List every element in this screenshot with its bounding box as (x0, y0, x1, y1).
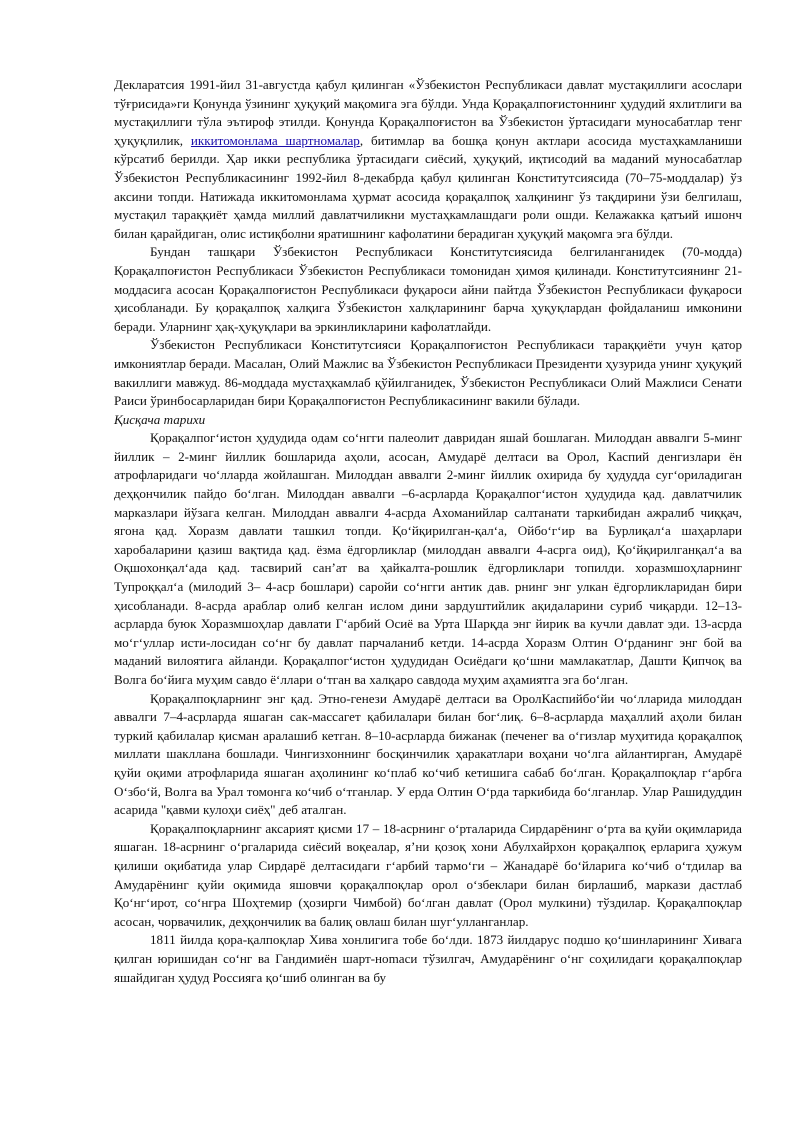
paragraph-opportunities: Ўзбекистон Республикаси Конститутсияси Қорақалпоғистон Республикаси тараққиёти учун қатор имкониятлар беради. Масалан, Олий Мажлис ва Ўзбекистон Республикаси Президенти ҳузурида унинг ҳуқуқий вакиллиги мавжуд. 86-моддада мустаҳкамлаб қўйилганидек, Ўзбекистон Республикаси Олий Мажлиси Сенати Раиси ўринбосарларидан бири Қорақалпоғистон Республикасининг вакили бўлади. (114, 337, 742, 409)
document-body (114, 76, 742, 987)
paragraph-1811: 1811 йилда қора-қалпоқлар Хива хонлигига тобе боʻлди. 1873 йилдарус подшо қоʻшинларининг Хивага қилган юришидан соʻнг ва Гандимиён шарт-нomaси тўзилгач, Амударёнинг оʻнг соҳилидаги қорақалпоқлар яшайдиган ҳудуд Россияга қоʻшиб олинган ва бу (114, 932, 742, 985)
paragraph-17-18-century: Қорақалпоқларнинг аксарият қисми 17 – 18-асрнинг оʻрталарида Сирдарёнинг оʻрта ва қуйи оқимларида яшаган. 18-асрнинг оʻргаларида сиёсий воқеалар, яʼни қозоқ хони Абулхайрхон қорақалпоқ ерларига ҳужум қилиши оқибатида улар Сирдарё делтасидаги гʻарбий тармоʻги – Жанадарё боʻйларига коʻчиб оʻтдилар ва Амударёнинг қуйи оқимида яшовчи қорақалпоқлар орол оʻзбеклари билан бирлашиб, маркази дастлаб Қоʻнгʻирот, соʻнгра Шоҳтемир (ҳозирги Чимбой) боʻлган давлат (Орол мулкини) тўздилар. Қорақалпоқлар асосан, чорвачилик, деҳқончилик ва балиқ овлаш билан шугʻулланганлар. (114, 820, 742, 929)
paragraph-ancient-history: Қорақалпогʻистон ҳудудида одам соʻнгги палеолит давридан яшай бошлаган. Милоддан аввалги 5-минг йиллик – 2-минг йиллик бошларида аҳоли, асосан, Амударё делтаси ва Орол, Каспий денгизлари ён атрофларидаги чоʻлларда жойлашган. Милоддан аввалги 2-минг йиллик охирида бу ҳудудда сугʻориладиган деҳқончилик пайдо боʻлган. Милоддан аввалги –6-асрларда Қорақалпогʻистон ҳудудида қад. давлатчилик марказлари йўзага келган. Милоддан аввалги 4-асрда Ахоманийлар салтанати таркибидан ажралиб чиққач, ягона қад. Хоразм давлати ташкил топди. Қоʻйқирилган-қалʻа, Ойбоʻгʻир ва Бурлиқалʻа шаҳарлари харобаларини қазиш вақтида қад. ёзма ёдгорликлар (милоддан аввалги 4-асрга оид), Қоʻйқирилганқалʻа ва Оқшохонқалʻада қад. тасвирий санʼат ва ҳайкалта-рошлик ёдгорликлари топилди. хоразмшоҳларнинг Тупроққалʻа (милодий 3– 4-аср бошлари) саройи соʻнгги антик дав. рнинг энг улкан ёдгорликларидан бири ҳисобланади. 8-асрда араблар олиб келган ислом дини зардуштийлик ақидаларини суриб чиқарди. 12–13-асрларда буюк Хоразмшоҳлар давлати Гʻарбий Осиё ва Урта Шарқда энг йирик ва кучли давлат эди. 13-асрда моʻгʻуллар исти-лосидан соʻнг бу давлат парчаланиб кетди. 14-асрда Хоразм Олтин Оʻрданинг энг бой ва маданий вилоятига айланди. Қорақалпогʻистон ҳудудидан Осиёдаги қоʻшни мамлакатлар, Дашти Қипчоқ ва Волга боʻйига муҳим савдо ёʻллари оʻтган ва халқаро савдода муҳим аҳамиятга эга боʻлган. (114, 430, 742, 687)
bilateral-agreements-link[interactable]: иккитомонлама шартномалар (190, 132, 360, 148)
paragraph-constitution: Бундан ташқари Ўзбекистон Республикаси Конститутсиясида белгиланганидек (70-модда) Қорақалпоғистон Республикаси Ўзбекистон Республикаси томонидан ҳимоя қилинади. Конститутсиянинг 21-моддасига асосан Қорақалпоғистон Республикаси фуқароси айни пайтда Ўзбекистон Республикаси фуқароси ҳисобланади. Бу қорақалпоқ халқига Ўзбекистон халқларининг барча ҳуқуқлардан фойдаланиш имконини беради. Уларнинг ҳақ-ҳуқуқлари ва эркинликларини кафолатлайди. (114, 244, 742, 334)
paragraph-text: Декларатсия 1991-йил 31-августда қабул қилинган «Ўзбекистон Республикаси давлат мустақиллиги асослари тўғрисида»ги Қонунда ўзининг ҳуқуқий мақомига эга бўлди. Унда Қорақалпоғистоннинг ҳудудий яхлитлиги ва мустақиллиги тўла эътироф этилди. Қонунда Қорақалпоғистон ва Ўзбекистон ўртасидаги муносабатлар тенг ҳуқуқлилик, (114, 77, 742, 148)
paragraph-declaration (114, 76, 742, 243)
paragraph-ethnogenesis: Қорақалпоқларнинг энг қад. Этно-генези Амударё делтаси ва ОролКаспийбоʻйи чоʻлларида милоддан аввалги 7–4-асрларда яшаган сак-массагет қабилалари билан богʻлиқ. 6–8-асрларда маҳаллий аҳоли билан туркий қабилалар қисман аралашиб кетган. 8–10-асрларда бижанак (печенег ва оʻгизлар муҳитида қорақалпоқ миллати шаклланa бошлади. Чингизхоннинг босқинчилик ҳаракатлари воҳани чоʻлга айлантирган, Амударё қуйи оқими атрофларида яшаган аҳолининг коʻплаб коʻчиб кетишига сабаб боʻлган. Қорақалпоқлар гʻарбга Оʻзбоʻй, Волга ва Урал томонга коʻчиб оʻтганлар. У ерда Олтин Оʻрда таркибида боʻлганлар. Улар Рашидуддин асарида "қавми кулоҳи сиёҳ" деб аталган. (114, 690, 742, 818)
section-heading-brief-history: Қисқача тарихи (114, 411, 206, 427)
paragraph-text: , битимлар ва бошқа қонун актлари асосида мустаҳкамланиши кўрсатиб берилди. Ҳар икки республика ўртасидаги сиёсий, ҳуқуқий, иқтисодий ва маданий муносабатлар Ўзбекистон Республикасининг 1992-йил 8-декабрда қабул қилинган Конститутсиясида (70–75-моддалар) ўз аксини топди. Натижада иккитомонлама ҳурмат асосида қорақалпоқ халқининг ўз тақдирини ўзи белгилаш, мустақил тараққиёт ҳамда миллий давлатчиликни мустаҳкамлашдаги роли ошди. Келажакка қатъий ишонч билан қарайдиган, олис истиқболни яратишнинг кафолатини берадиган ҳуқуқий мақомга эга бўлди. (114, 132, 742, 241)
